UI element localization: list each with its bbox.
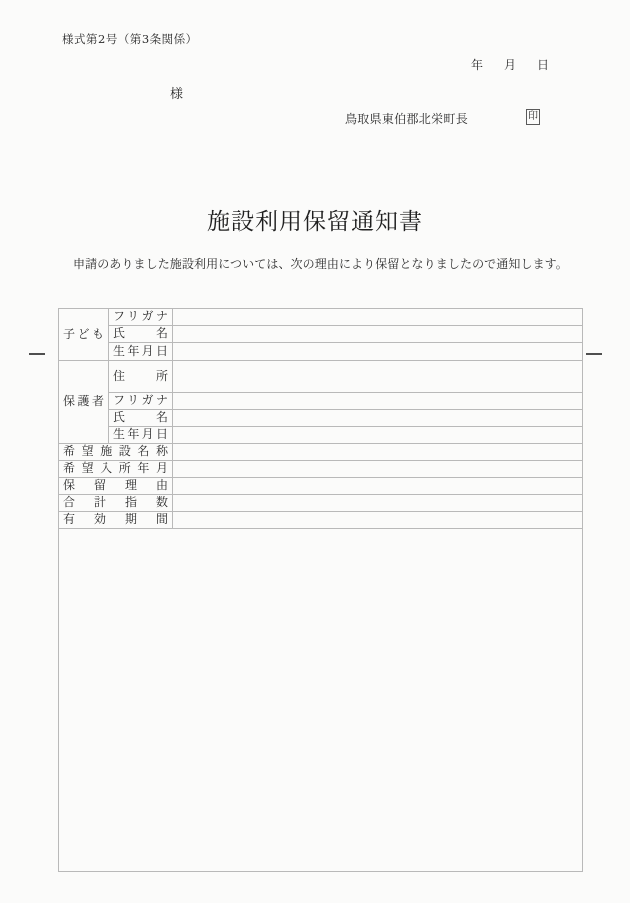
child-birthdate-label (109, 343, 173, 361)
validity-period-value (173, 512, 583, 529)
table-row (59, 361, 583, 393)
binding-mark-right (586, 353, 602, 355)
document-title: 施設利用保留通知書 (207, 209, 423, 235)
child-furigana-label (109, 309, 173, 326)
desired-facility-value (173, 444, 583, 461)
hold-reason-label (59, 478, 173, 495)
guardian-furigana-label (109, 393, 173, 410)
seal-box (526, 109, 540, 125)
desired-facility-label (59, 444, 173, 461)
table-row (59, 478, 583, 495)
table-row (59, 529, 583, 872)
total-index-label-text: 合計指数 (63, 495, 168, 510)
child-furigana-value (173, 309, 583, 326)
hold-reason-value (173, 478, 583, 495)
guardian-name-label-text: 氏名 (113, 410, 168, 425)
child-birthdate-value (173, 343, 583, 361)
guardian-address-label-text: 住所 (113, 368, 168, 383)
table-row (59, 309, 583, 326)
validity-period-label (59, 512, 173, 529)
table-row (59, 512, 583, 529)
group-label-child (59, 309, 109, 361)
child-name-label-text: 氏名 (113, 326, 168, 341)
table-row (59, 393, 583, 410)
guardian-name-label (109, 410, 173, 427)
guardian-birthdate-value (173, 427, 583, 444)
guardian-address-value (173, 361, 583, 393)
addressee-honorific: 様 (170, 87, 184, 102)
seal-label: 印 (528, 111, 538, 122)
guardian-name-value (173, 410, 583, 427)
table-row (59, 495, 583, 512)
issuer-title: 鳥取県東伯郡北栄町長 (345, 112, 469, 126)
group-label-guardian-text: 保護者 (63, 394, 104, 409)
application-form-table (58, 308, 583, 872)
table-row (59, 326, 583, 343)
desired-entry-month-label-text: 希望入所年月 (63, 461, 168, 476)
guardian-address-label (109, 361, 173, 393)
child-birthdate-label-text: 生年月日 (113, 343, 168, 358)
guardian-furigana-label-text: フリガナ (113, 393, 168, 408)
total-index-label (59, 495, 173, 512)
desired-entry-month-value (173, 461, 583, 478)
hold-reason-label-text: 保留理由 (63, 478, 168, 493)
table-row (59, 444, 583, 461)
table-row (59, 427, 583, 444)
child-name-label (109, 326, 173, 343)
body-text: 申請のありました施設利用については、次の理由により保留となりましたので通知します。 (73, 257, 568, 271)
table-row (59, 343, 583, 361)
child-name-value (173, 326, 583, 343)
table-row (59, 461, 583, 478)
guardian-birthdate-label-text: 生年月日 (113, 427, 168, 442)
validity-period-label-text: 有効期間 (63, 512, 168, 527)
remarks-area (59, 529, 583, 872)
desired-entry-month-label (59, 461, 173, 478)
group-label-guardian (59, 361, 109, 444)
group-label-child-text: 子ども (63, 326, 104, 341)
guardian-birthdate-label (109, 427, 173, 444)
date-line: 年 月 日 (471, 58, 554, 72)
guardian-furigana-value (173, 393, 583, 410)
desired-facility-label-text: 希望施設名称 (63, 444, 168, 459)
total-index-value (173, 495, 583, 512)
form-number: 様式第2号（第3条関係） (62, 32, 198, 46)
binding-mark-left (29, 353, 45, 355)
child-furigana-label-text: フリガナ (113, 309, 168, 324)
table-row (59, 410, 583, 427)
